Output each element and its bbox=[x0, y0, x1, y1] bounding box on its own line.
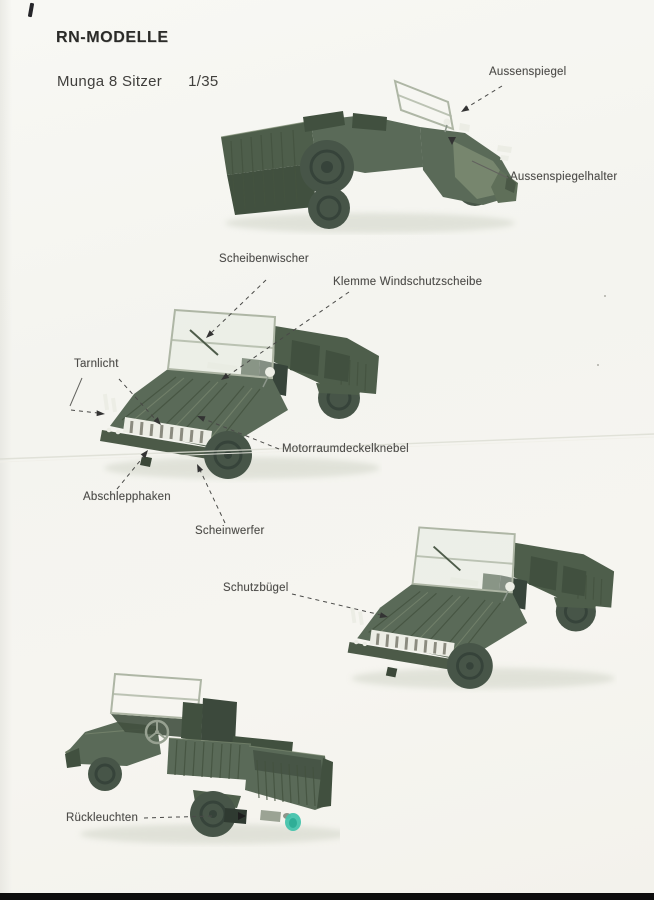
scale-label: 1/35 bbox=[188, 73, 219, 90]
side-slat-panel bbox=[167, 738, 251, 780]
brand-title: RN-MODELLE bbox=[56, 29, 169, 46]
model-name: Munga 8 Sitzer bbox=[57, 73, 163, 90]
label-aussenspiegelhalter: Aussenspiegelhalter bbox=[510, 171, 618, 183]
label-aussenspiegel: Aussenspiegel bbox=[489, 66, 567, 78]
photo-rear-quarter-view-top bbox=[215, 75, 520, 235]
scan-edge-bar bbox=[0, 893, 654, 900]
label-motorraumdeckelknebel: Motorraumdeckelknebel bbox=[282, 443, 409, 455]
photo-front-quarter-view-right bbox=[340, 516, 617, 693]
model-subtitle bbox=[57, 73, 219, 90]
label-schutzbuegel: Schutzbügel bbox=[223, 582, 289, 594]
front-body bbox=[420, 127, 518, 205]
photo-front-quarter-view-left bbox=[92, 298, 382, 483]
rear-wheel bbox=[308, 187, 350, 229]
scan-speck bbox=[597, 364, 599, 366]
scan-artifact-mark bbox=[28, 3, 34, 17]
label-scheibenwischer: Scheibenwischer bbox=[219, 253, 309, 265]
label-rueckleuchten: Rückleuchten bbox=[66, 812, 139, 824]
label-klemme-windschutzscheibe: Klemme Windschutzscheibe bbox=[333, 276, 483, 288]
front-wheel bbox=[88, 757, 122, 791]
label-abschlepphaken: Abschlepphaken bbox=[83, 491, 171, 503]
label-scheinwerfer: Scheinwerfer bbox=[195, 525, 265, 537]
spare-wheel bbox=[300, 140, 354, 194]
scan-speck bbox=[604, 295, 606, 297]
label-tarnlicht: Tarnlicht bbox=[74, 358, 119, 370]
cargo-box bbox=[245, 746, 333, 810]
